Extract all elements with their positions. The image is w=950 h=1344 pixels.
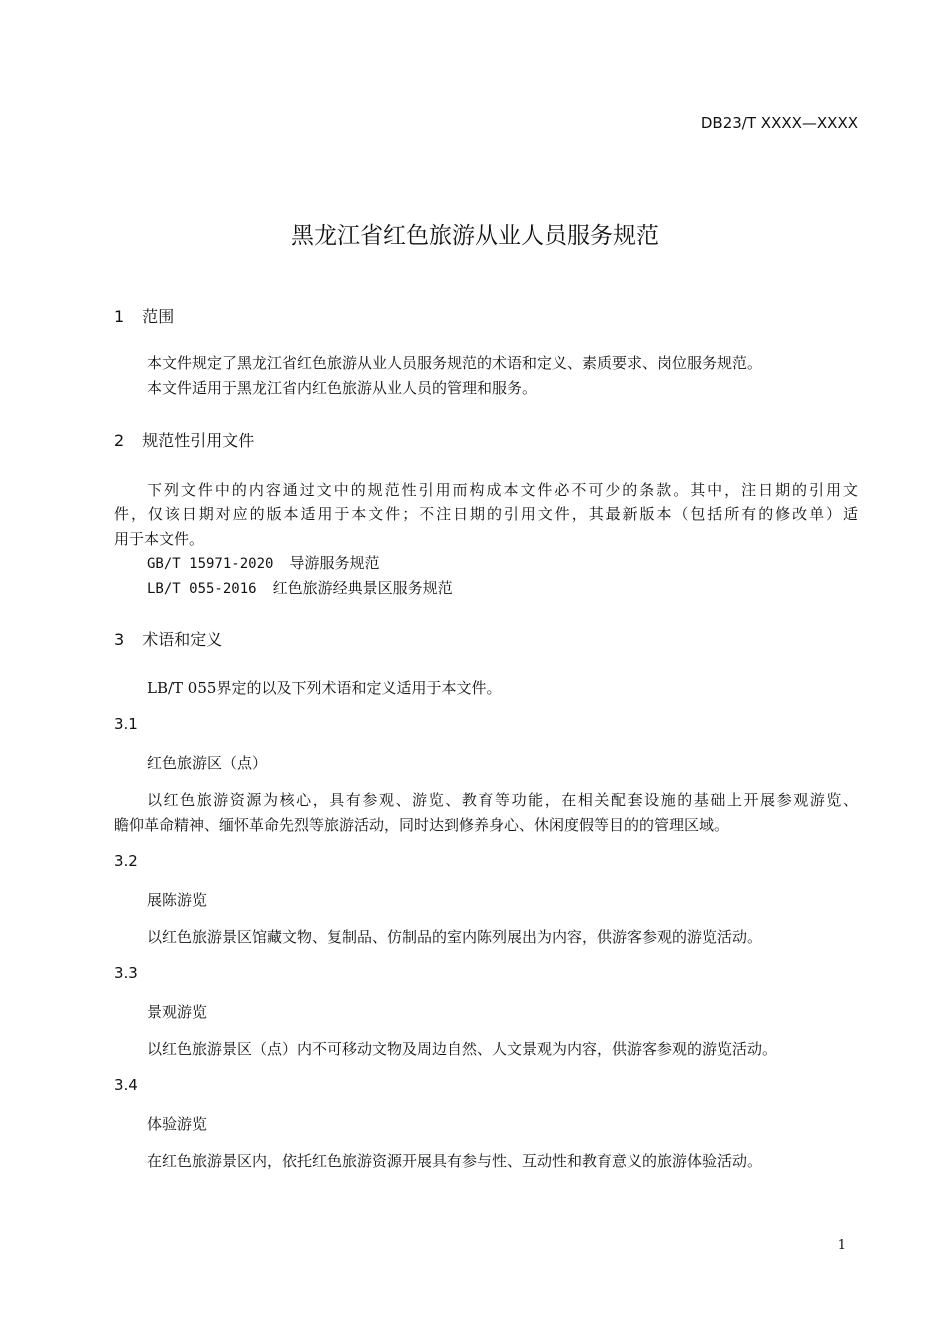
section-heading-2 <box>114 428 254 451</box>
reference-code: GB/T 15971-2020 <box>147 556 274 572</box>
page-number: 1 <box>837 1238 846 1253</box>
section-number: 2 <box>114 431 125 450</box>
definition-line: 以红色旅游景区馆藏文物、复制品、仿制品的室内陈列展出为内容，供游客参观的游览活动。 <box>147 928 763 946</box>
definition-line: 以红色旅游景区（点）内不可移动文物及周边自然、人文景观为内容，供游客参观的游览活动。 <box>147 1040 778 1058</box>
section-title: 术语和定义 <box>142 630 223 649</box>
reference-name: 导游服务规范 <box>289 554 380 572</box>
paragraph-line: 下列文件中的内容通过文中的规范性引用而构成本文件必不可少的条款。其中，注日期的引用文 <box>147 481 858 499</box>
term-name: 红色旅游区（点） <box>147 754 268 772</box>
section-number: 3 <box>114 630 125 649</box>
section-title: 规范性引用文件 <box>142 431 255 450</box>
section-heading-3 <box>114 627 222 650</box>
definition-line: 在红色旅游景区内，依托红色旅游资源开展具有参与性、互动性和教育意义的旅游体验活动。 <box>147 1152 763 1170</box>
paragraph: 本文件适用于黑龙江省内红色旅游从业人员的管理和服务。 <box>147 379 538 397</box>
reference-item <box>147 552 379 573</box>
term-number: 3.4 <box>114 1076 138 1094</box>
reference-name: 红色旅游经典景区服务规范 <box>272 579 453 597</box>
document-code: DB23/T XXXX—XXXX <box>700 114 858 132</box>
reference-code: LB/T 055-2016 <box>147 581 257 597</box>
term-number: 3.1 <box>114 715 138 733</box>
term-name: 体验游览 <box>147 1115 208 1133</box>
paragraph: 本文件规定了黑龙江省红色旅游从业人员服务规范的术语和定义、素质要求、岗位服务规范。 <box>147 354 763 372</box>
term-number: 3.2 <box>114 852 138 870</box>
reference-item <box>147 577 453 598</box>
paragraph: LB/T 055界定的以及下列术语和定义适用于本文件。 <box>147 679 502 697</box>
section-number: 1 <box>114 307 125 326</box>
term-number: 3.3 <box>114 964 138 982</box>
paragraph-line: 用于本文件。 <box>114 530 205 548</box>
paragraph-line: 件，仅该日期对应的版本适用于本文件；不注日期的引用文件，其最新版本（包括所有的修改单）适 <box>114 505 858 523</box>
document-title: 黑龙江省红色旅游从业人员服务规范 <box>291 223 659 249</box>
term-name: 景观游览 <box>147 1003 208 1021</box>
definition-line: 以红色旅游资源为核心，具有参观、游览、教育等功能，在相关配套设施的基础上开展参观游览、 <box>147 791 858 809</box>
section-title: 范围 <box>142 307 175 326</box>
term-name: 展陈游览 <box>147 891 208 909</box>
definition-line: 瞻仰革命精神、缅怀革命先烈等旅游活动，同时达到修养身心、休闲度假等目的的管理区域。 <box>114 816 730 834</box>
section-heading-1 <box>114 304 174 327</box>
